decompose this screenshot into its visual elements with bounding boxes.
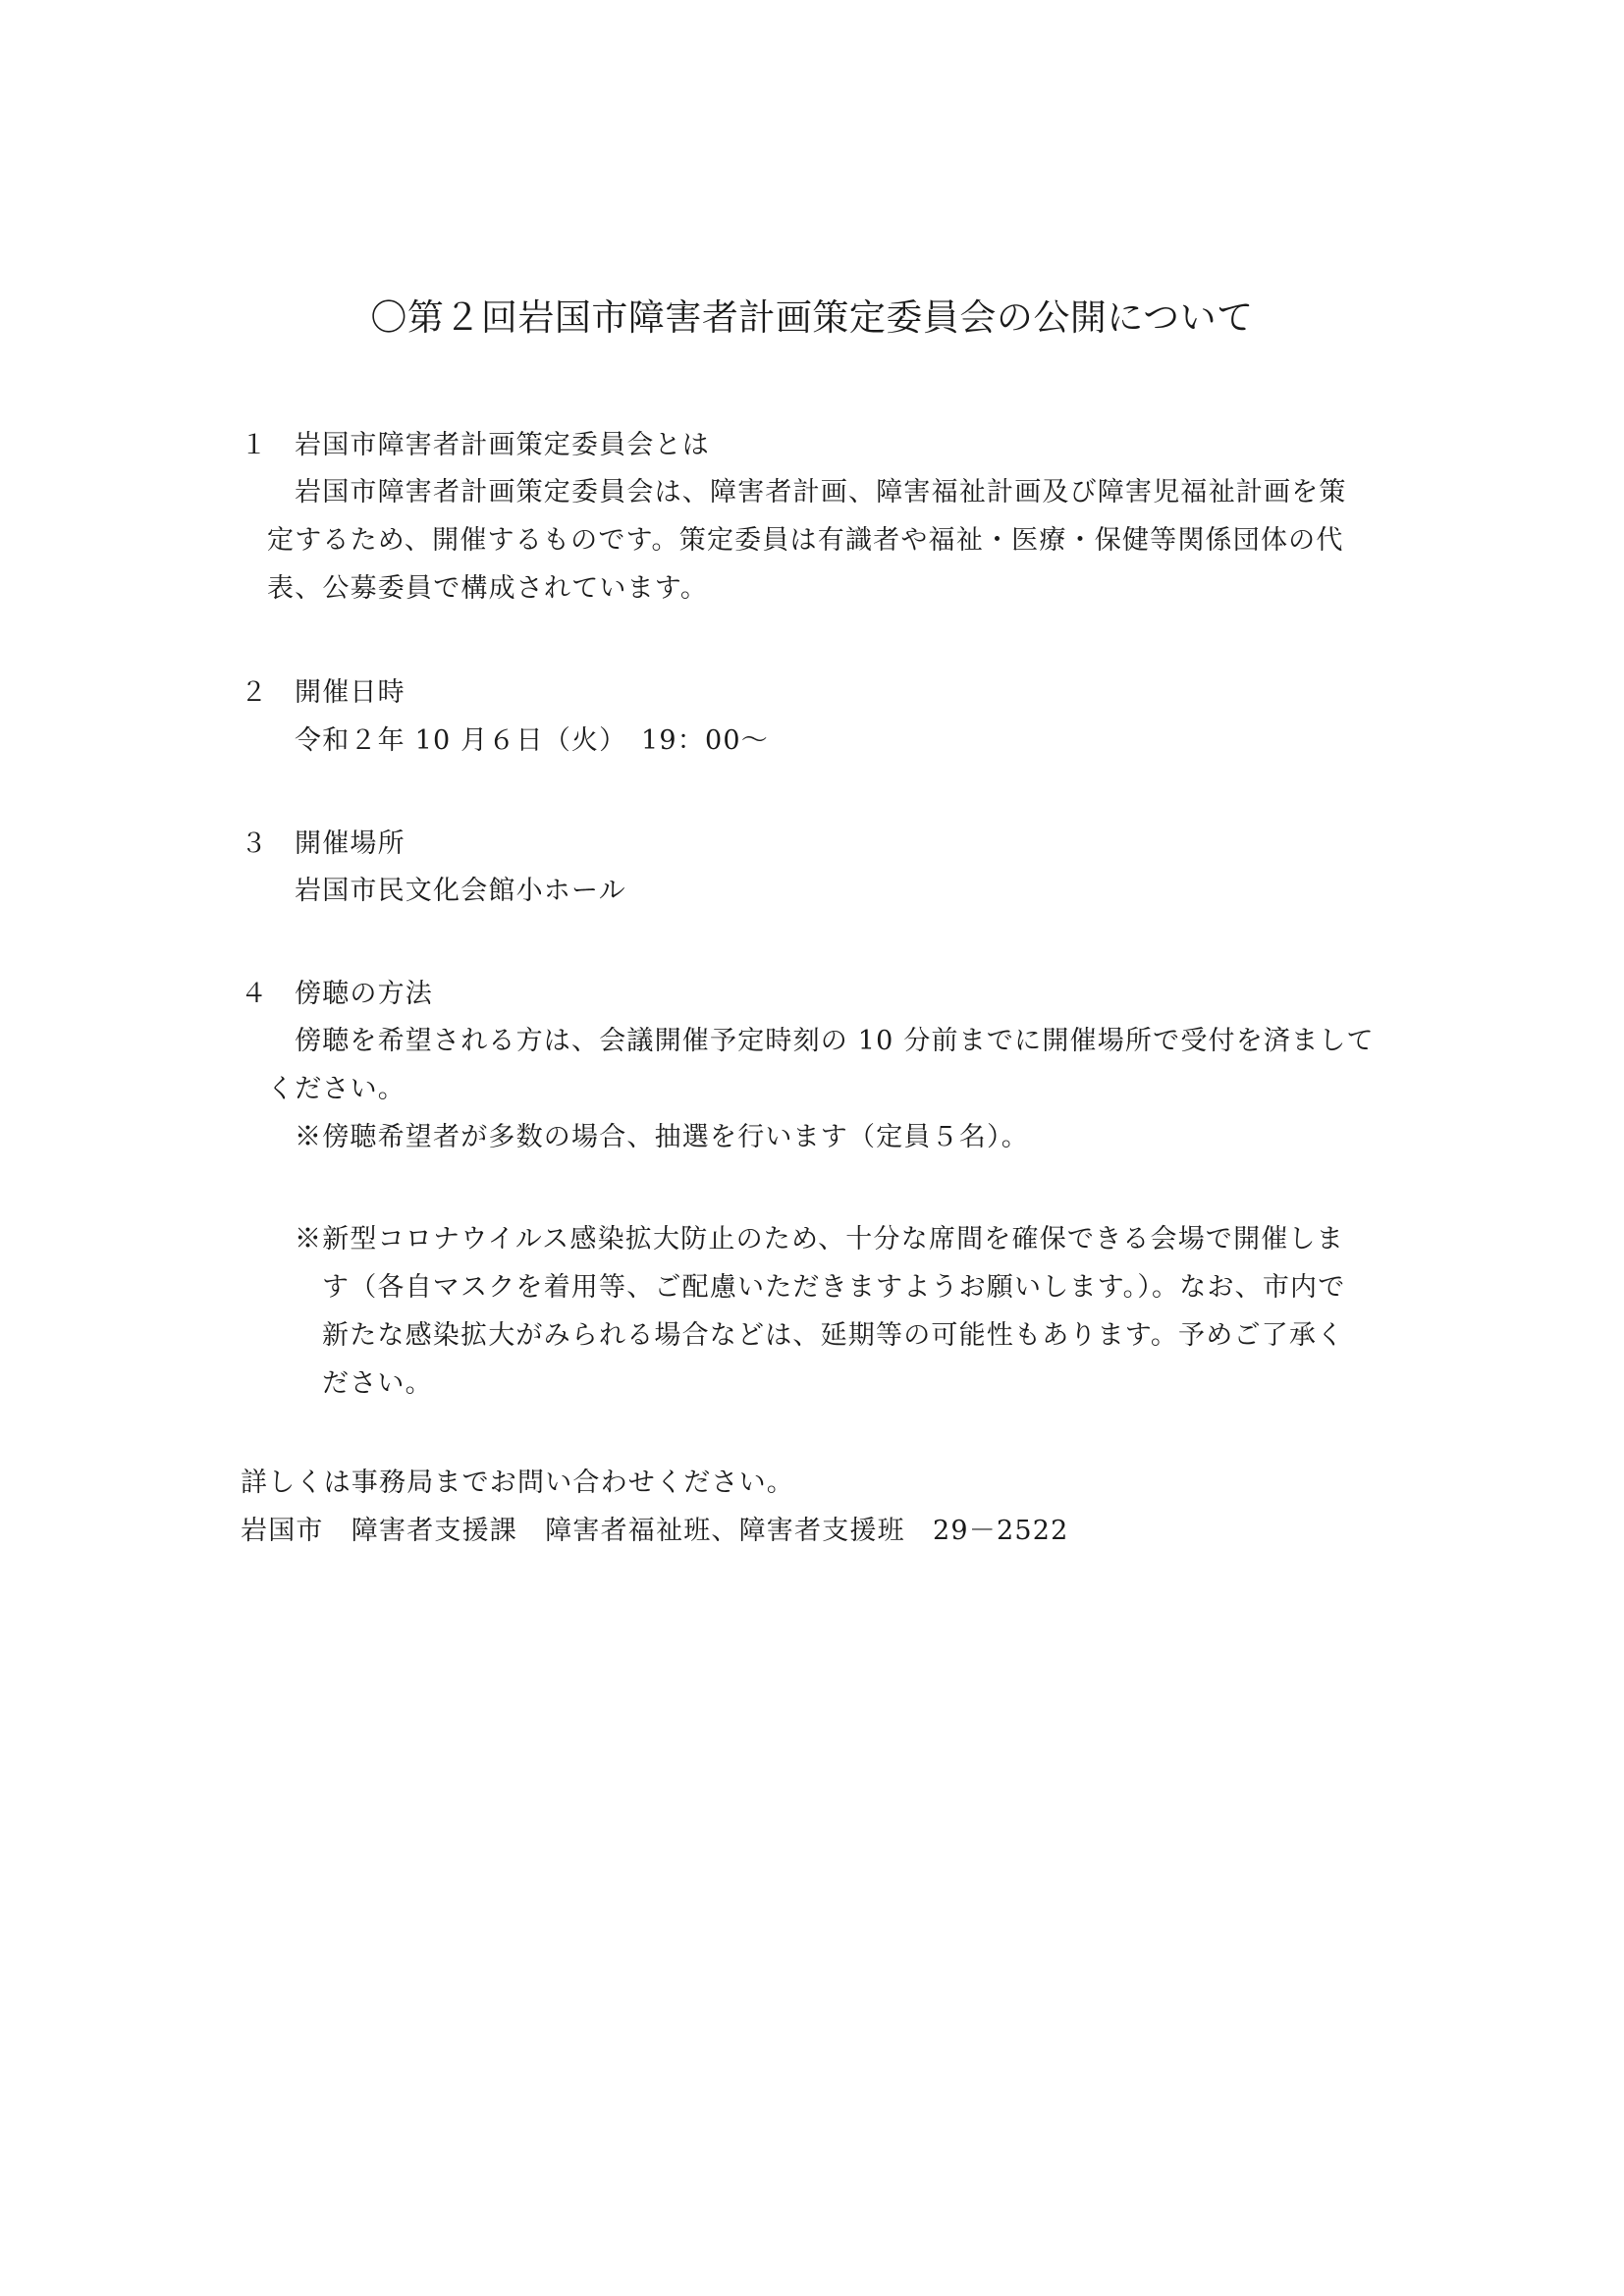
section-4-body-line: 傍聴を希望される方は、会議開催予定時刻の 10 分前までに開催場所で受付を済まして <box>295 1026 1375 1056</box>
inquiry-text: 詳しくは事務局までお問い合わせください。 <box>241 1468 794 1498</box>
section-number: １ <box>241 430 269 460</box>
section-heading: 開催日時 <box>295 677 406 708</box>
covid-note-line: す（各自マスクを着用等、ご配慮いただきますようお願いします。）。なお、市内で <box>322 1272 1346 1303</box>
section-3-heading-row <box>241 825 406 864</box>
covid-note-line: ださい。 <box>322 1368 433 1399</box>
section-number: ３ <box>241 828 269 859</box>
event-venue: 岩国市民文化会館小ホール <box>295 876 626 906</box>
covid-note-line: 新たな感染拡大がみられる場合などは、延期等の可能性もあります。予めご了承く <box>322 1320 1345 1351</box>
section-2-heading-row <box>241 673 406 713</box>
section-1-body-line: 表、公募委員で構成されています。 <box>267 573 709 604</box>
section-number: ４ <box>241 979 269 1009</box>
section-4-heading-row <box>241 975 433 1014</box>
section-heading: 傍聴の方法 <box>295 979 433 1009</box>
covid-note-line: ※新型コロナウイルス感染拡大防止のため、十分な席間を確保できる会場で開催しま <box>295 1224 1344 1255</box>
contact-info: 岩国市 障害者支援課 障害者福祉班、障害者支援班 29－2522 <box>241 1516 1069 1546</box>
section-1-body-line: 定するため、開催するものです。策定委員は有識者や福祉・医療・保健等関係団体の代 <box>267 525 1344 556</box>
section-heading: 岩国市障害者計画策定委員会とは <box>295 430 710 460</box>
section-4-body-line: ください。 <box>267 1074 406 1104</box>
document-title: 〇第２回岩国市障害者計画策定委員会の公開について <box>370 296 1254 339</box>
lottery-note: ※傍聴希望者が多数の場合、抽選を行います（定員５名）。 <box>295 1122 1029 1152</box>
section-number: ２ <box>241 677 269 708</box>
section-heading: 開催場所 <box>295 828 406 859</box>
section-1-heading-row <box>241 426 710 465</box>
event-datetime: 令和２年 10 月６日（火） 19：00～ <box>295 725 769 756</box>
section-1-body-line: 岩国市障害者計画策定委員会は、障害者計画、障害福祉計画及び障害児福祉計画を策 <box>295 477 1347 507</box>
